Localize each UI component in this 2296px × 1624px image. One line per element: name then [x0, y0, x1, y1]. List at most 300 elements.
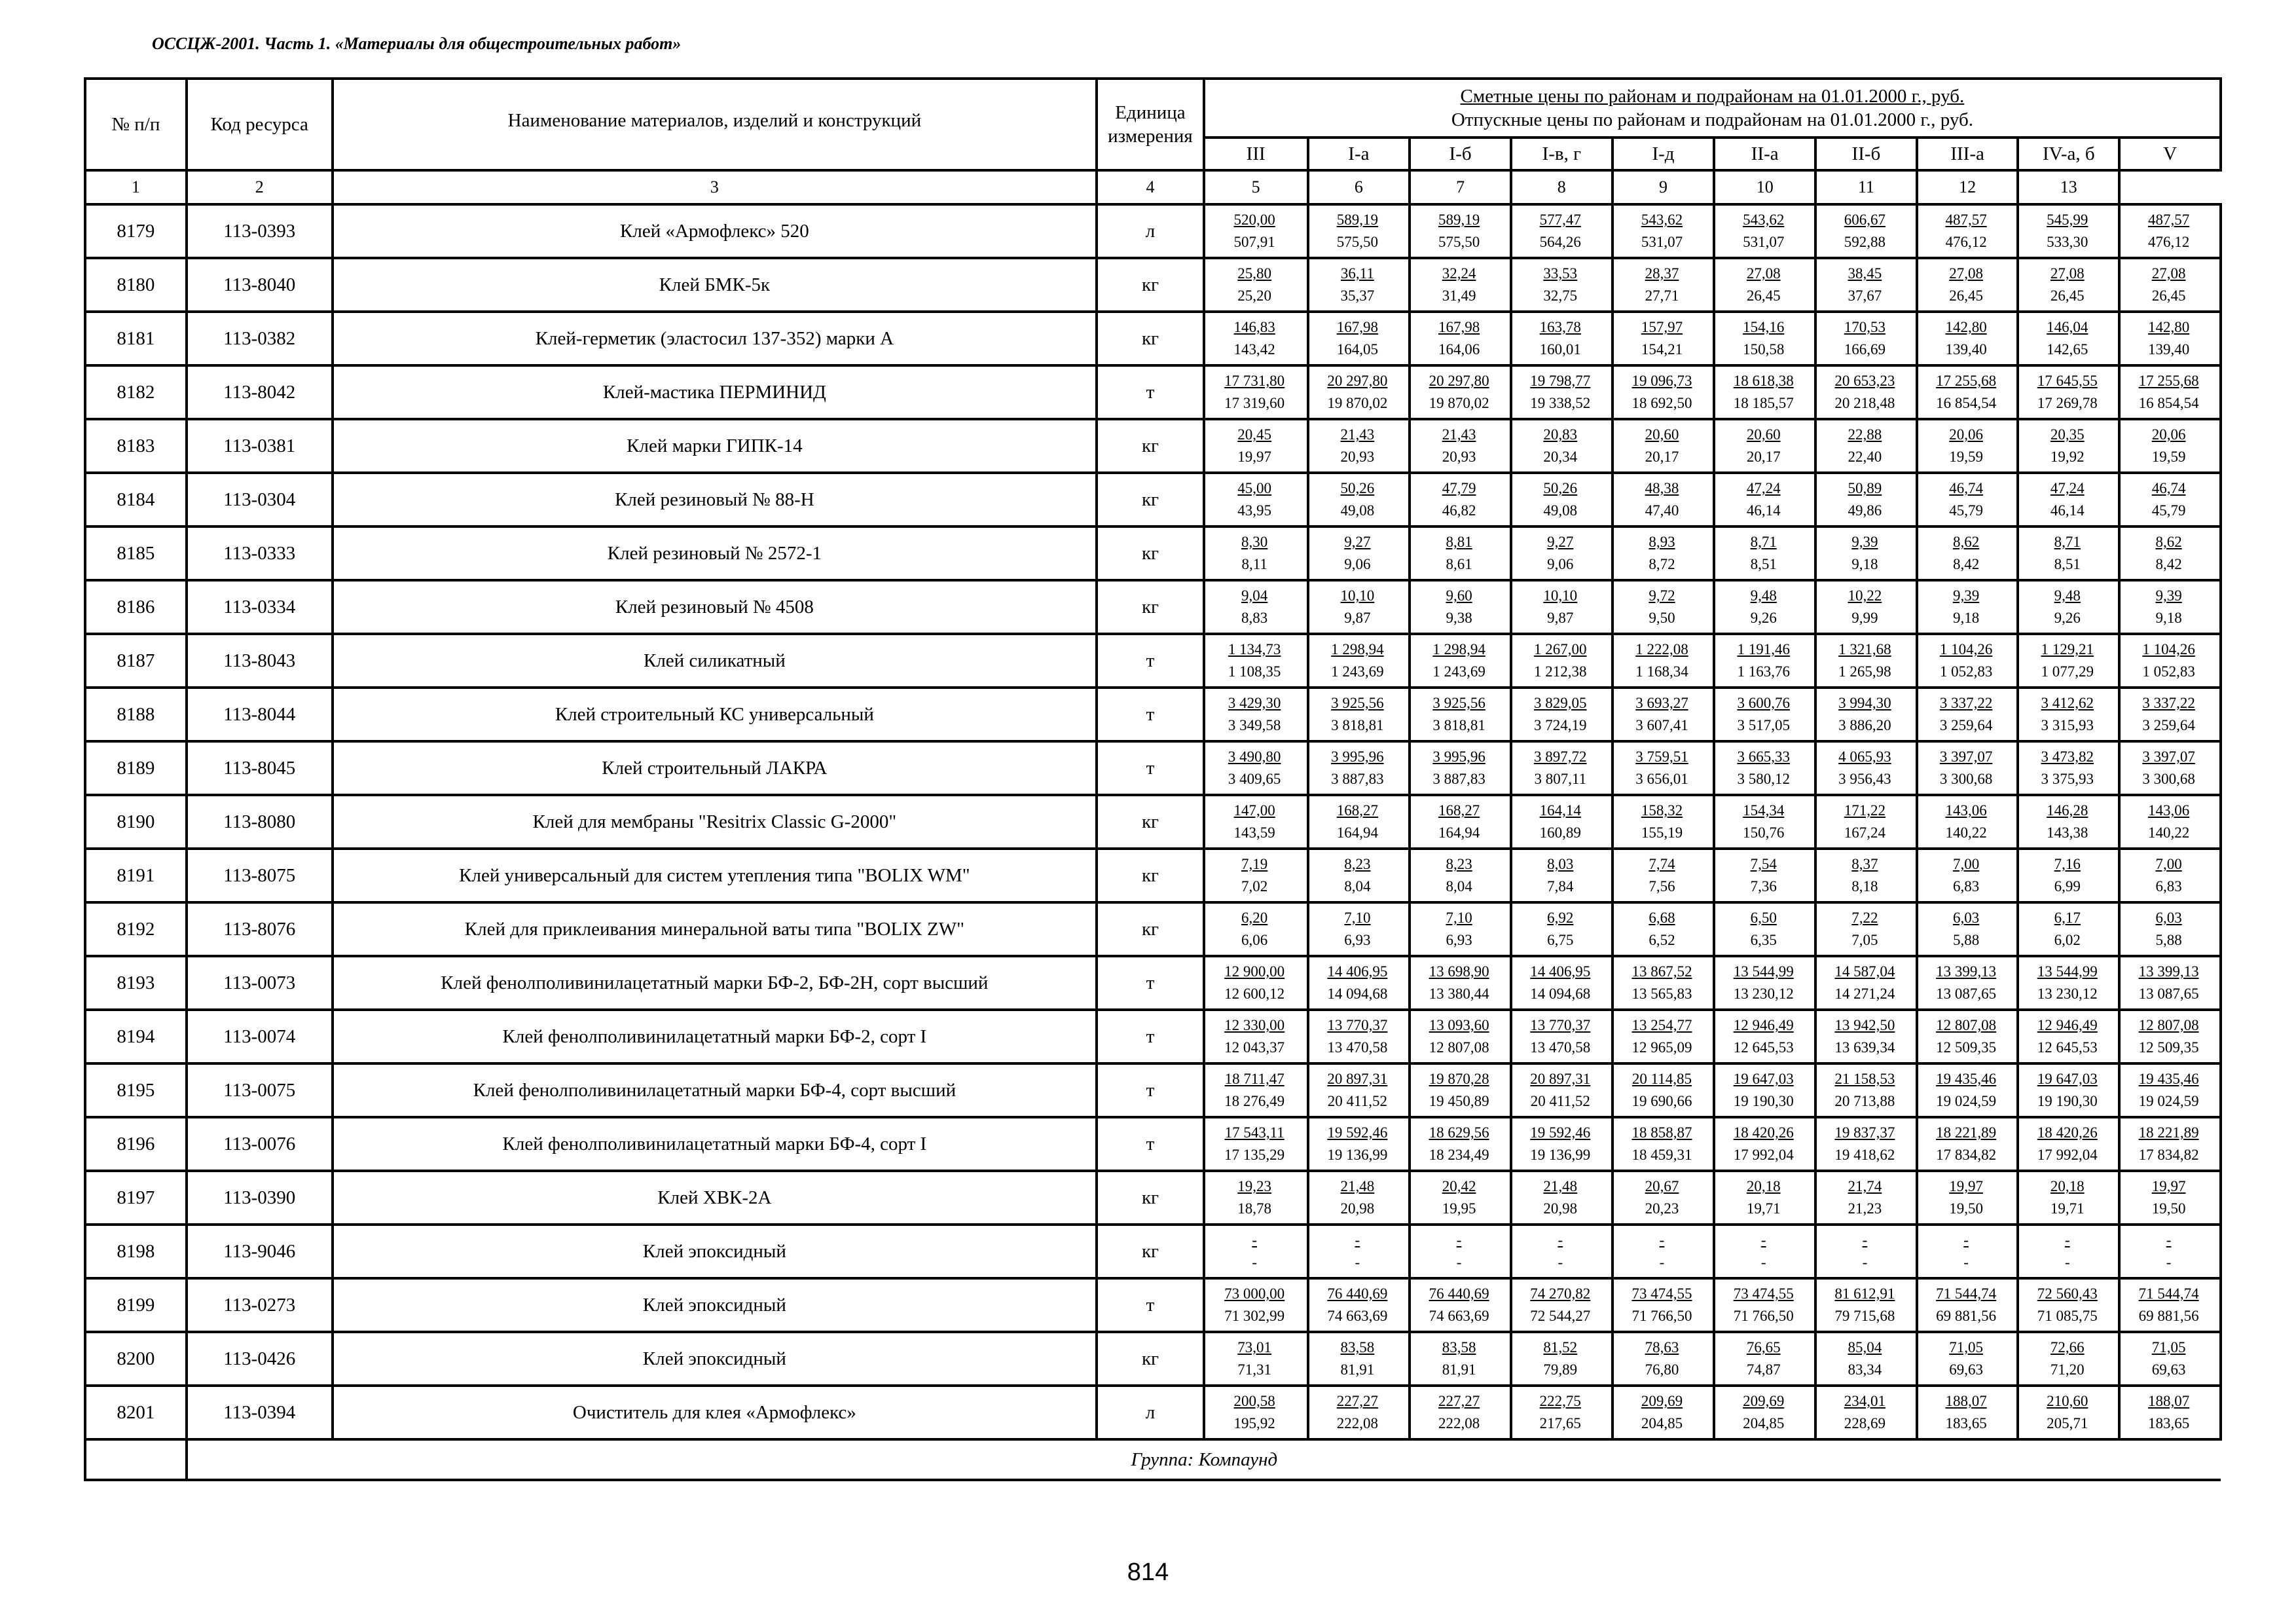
- price-cell: [1308, 473, 1410, 526]
- resource-code: 113-8076: [187, 902, 333, 956]
- price-cell: [1613, 1278, 1715, 1332]
- row-number: 8195: [85, 1063, 187, 1117]
- price-cell: [1917, 634, 2018, 688]
- price-cell: [1815, 1117, 1917, 1171]
- resource-code: 113-0426: [187, 1332, 333, 1386]
- estimate-price: 21,48: [1543, 1178, 1578, 1194]
- release-price: 3 315,93: [2041, 717, 2094, 733]
- estimate-price: 1 267,00: [1534, 641, 1587, 657]
- price-cell: [1204, 688, 1308, 741]
- estimate-price: 143,06: [2147, 802, 2190, 819]
- resource-code: 113-0304: [187, 473, 333, 526]
- price-cell: [2119, 956, 2221, 1010]
- row-number: 8190: [85, 795, 187, 849]
- release-price: 17 319,60: [1224, 395, 1285, 411]
- release-price: 19 450,89: [1429, 1093, 1489, 1109]
- price-cell: [1815, 634, 1917, 688]
- price-cell: [2119, 419, 2221, 473]
- price-cell: [1613, 419, 1715, 473]
- estimate-price: 14 406,95: [1327, 963, 1388, 980]
- release-price: 222,08: [1336, 1415, 1378, 1431]
- column-number: 5: [1204, 170, 1308, 204]
- row-number: 8181: [85, 312, 187, 365]
- estimate-price: 168,27: [1438, 802, 1480, 819]
- price-cell: [1410, 1010, 1511, 1063]
- estimate-price: 27,08: [2151, 265, 2186, 282]
- column-number: 3: [333, 170, 1097, 204]
- price-cell: [2119, 902, 2221, 956]
- estimate-price: 18 618,38: [1733, 373, 1794, 389]
- material-name: Клей фенолполивинилацетатный марки БФ-2, БФ-2Н, сорт высший: [333, 956, 1097, 1010]
- price-cell: [1204, 1063, 1308, 1117]
- price-cell: [1815, 741, 1917, 795]
- price-cell: [2018, 1225, 2119, 1278]
- price-title-release: Отпускные цены по районам и подрайонам на 01.01.2000 г., руб.: [1451, 109, 1973, 130]
- price-cell: [1815, 1171, 1917, 1225]
- price-cell: [1714, 1225, 1815, 1278]
- estimate-price: 143,06: [1945, 802, 1987, 819]
- estimate-price: 85,04: [1848, 1339, 1882, 1356]
- release-price: -: [1355, 1254, 1360, 1270]
- estimate-price: 13 399,13: [1936, 963, 1997, 980]
- release-price: 14 271,24: [1834, 986, 1895, 1002]
- estimate-price: 71,05: [2151, 1339, 2186, 1356]
- estimate-price: 7,54: [1750, 856, 1777, 872]
- release-price: 140,22: [1945, 824, 1987, 841]
- price-cell: [1714, 902, 1815, 956]
- row-number: 8196: [85, 1117, 187, 1171]
- price-cell: [1308, 634, 1410, 688]
- estimate-price: 589,19: [1336, 212, 1378, 228]
- release-price: 3 607,41: [1635, 717, 1688, 733]
- release-price: 69,63: [1949, 1361, 1983, 1378]
- estimate-price: 46,74: [1949, 480, 1983, 496]
- release-price: 45,79: [2151, 502, 2186, 519]
- estimate-price: 589,19: [1438, 212, 1480, 228]
- estimate-price: 73 474,55: [1631, 1285, 1692, 1302]
- price-cell: [1613, 526, 1715, 580]
- resource-code: 113-8075: [187, 849, 333, 902]
- estimate-price: 13 544,99: [1733, 963, 1794, 980]
- estimate-price: 17 543,11: [1224, 1124, 1285, 1141]
- estimate-price: 7,00: [2155, 856, 2182, 872]
- estimate-price: 20,06: [1949, 426, 1983, 443]
- release-price: 143,38: [2047, 824, 2088, 841]
- price-cell: [1815, 204, 1917, 258]
- table-row: [85, 902, 2221, 956]
- estimate-price: 71,05: [1949, 1339, 1983, 1356]
- estimate-price: -: [1659, 1232, 1665, 1248]
- estimate-price: 27,08: [2050, 265, 2085, 282]
- price-cell: [2119, 526, 2221, 580]
- release-price: 8,18: [1851, 878, 1878, 895]
- estimate-price: 8,37: [1851, 856, 1878, 872]
- release-price: 9,38: [1446, 610, 1472, 626]
- price-cell: [1511, 526, 1613, 580]
- estimate-price: 1 134,73: [1228, 641, 1281, 657]
- release-price: 6,93: [1344, 932, 1371, 948]
- release-price: 19 870,02: [1429, 395, 1489, 411]
- price-cell: [1815, 902, 1917, 956]
- release-price: 9,06: [1547, 556, 1574, 572]
- estimate-price: 8,23: [1446, 856, 1472, 872]
- estimate-price: 18 629,56: [1429, 1124, 1489, 1141]
- column-number: 2: [187, 170, 333, 204]
- estimate-price: 1 298,94: [1331, 641, 1384, 657]
- release-price: 71 085,75: [2037, 1308, 2098, 1324]
- release-price: 7,84: [1547, 878, 1574, 895]
- release-price: 164,05: [1336, 341, 1378, 358]
- price-cell: [2018, 1278, 2119, 1332]
- release-price: 17 834,82: [2138, 1147, 2199, 1163]
- release-price: 6,06: [1241, 932, 1268, 948]
- estimate-price: 3 397,07: [2142, 748, 2195, 765]
- release-price: 1 052,83: [2142, 663, 2195, 680]
- table-body: [85, 204, 2221, 1480]
- price-cell: [1917, 473, 2018, 526]
- row-number: 8186: [85, 580, 187, 634]
- estimate-price: 3 473,82: [2041, 748, 2094, 765]
- price-cell: [2018, 741, 2119, 795]
- release-price: -: [1760, 1254, 1766, 1270]
- price-cell: [1714, 1063, 1815, 1117]
- material-name: Клей фенолполивинилацетатный марки БФ-2, сорт I: [333, 1010, 1097, 1063]
- release-price: 6,02: [2054, 932, 2081, 948]
- price-cell: [1815, 1386, 1917, 1439]
- price-cell: [2018, 312, 2119, 365]
- release-price: 9,18: [2155, 610, 2182, 626]
- release-price: 3 818,81: [1331, 717, 1384, 733]
- estimate-price: 20,18: [1746, 1178, 1781, 1194]
- row-number: 8193: [85, 956, 187, 1010]
- release-price: -: [1659, 1254, 1665, 1270]
- estimate-price: 6,03: [1952, 910, 1980, 926]
- estimate-price: -: [1862, 1232, 1868, 1248]
- price-cell: [1917, 1063, 2018, 1117]
- estimate-price: 6,17: [2054, 910, 2081, 926]
- price-cell: [1410, 258, 1511, 312]
- estimate-price: 73 000,00: [1224, 1285, 1285, 1302]
- price-cell: [2018, 1386, 2119, 1439]
- resource-code: 113-0076: [187, 1117, 333, 1171]
- release-price: 74,87: [1746, 1361, 1781, 1378]
- price-cell: [1511, 1225, 1613, 1278]
- release-price: 17 992,04: [1733, 1147, 1794, 1163]
- row-number: 8188: [85, 688, 187, 741]
- estimate-price: 13 698,90: [1429, 963, 1489, 980]
- estimate-price: 209,69: [1641, 1393, 1683, 1409]
- estimate-price: 1 129,21: [2041, 641, 2094, 657]
- estimate-price: 3 412,62: [2041, 695, 2094, 711]
- price-cell: [1308, 1171, 1410, 1225]
- estimate-price: 17 255,68: [1936, 373, 1997, 389]
- price-cell: [2119, 634, 2221, 688]
- estimate-price: 27,08: [1746, 265, 1781, 282]
- price-cell: [1917, 688, 2018, 741]
- estimate-price: 17 731,80: [1224, 373, 1285, 389]
- row-number: 8179: [85, 204, 187, 258]
- material-name: Клей-мастика ПЕРМИНИД: [333, 365, 1097, 419]
- price-cell: [1204, 1332, 1308, 1386]
- price-cell: [2119, 473, 2221, 526]
- release-price: 26,45: [2050, 287, 2085, 304]
- price-cell: [1917, 956, 2018, 1010]
- price-cell: [1613, 1386, 1715, 1439]
- estimate-price: 171,22: [1844, 802, 1886, 819]
- price-cell: [1511, 1010, 1613, 1063]
- estimate-price: 487,57: [2147, 212, 2190, 228]
- estimate-price: 8,81: [1446, 534, 1472, 550]
- release-price: 83,34: [1848, 1361, 1882, 1378]
- release-price: 19,50: [2151, 1200, 2186, 1217]
- price-cell: [1410, 1063, 1511, 1117]
- release-price: 19 418,62: [1834, 1147, 1895, 1163]
- estimate-price: 8,03: [1547, 856, 1574, 872]
- price-cell: [1308, 258, 1410, 312]
- estimate-price: 19 647,03: [2037, 1071, 2098, 1087]
- estimate-price: 3 994,30: [1838, 695, 1891, 711]
- estimate-price: 71 544,74: [2138, 1285, 2199, 1302]
- price-cell: [1511, 258, 1613, 312]
- release-price: 13 470,58: [1327, 1039, 1388, 1056]
- price-cell: [2119, 1332, 2221, 1386]
- estimate-price: 13 254,77: [1631, 1017, 1692, 1033]
- release-price: -: [2064, 1254, 2070, 1270]
- release-price: 3 349,58: [1228, 717, 1281, 733]
- estimate-price: 19 870,28: [1429, 1071, 1489, 1087]
- price-cell: [1815, 473, 1917, 526]
- release-price: 3 886,20: [1838, 717, 1891, 733]
- col-header-np: № п/п: [85, 79, 187, 170]
- release-price: 164,94: [1438, 824, 1480, 841]
- price-cell: [2018, 956, 2119, 1010]
- row-number: 8182: [85, 365, 187, 419]
- release-price: 19,95: [1442, 1200, 1476, 1217]
- release-price: 204,85: [1641, 1415, 1683, 1431]
- release-price: 69 881,56: [1936, 1308, 1997, 1324]
- release-price: 18 459,31: [1631, 1147, 1692, 1163]
- estimate-price: 8,71: [2054, 534, 2081, 550]
- price-cell: [2119, 741, 2221, 795]
- release-price: 1 168,34: [1635, 663, 1688, 680]
- price-cell: [1714, 1171, 1815, 1225]
- release-price: 18 234,49: [1429, 1147, 1489, 1163]
- release-price: 6,93: [1446, 932, 1472, 948]
- release-price: 160,01: [1539, 341, 1581, 358]
- price-cell: [1815, 849, 1917, 902]
- material-name: Клей ХВК-2А: [333, 1171, 1097, 1225]
- release-price: 164,94: [1336, 824, 1378, 841]
- estimate-price: 9,27: [1547, 534, 1574, 550]
- release-price: 12 509,35: [1936, 1039, 1997, 1056]
- unit: кг: [1097, 1332, 1204, 1386]
- estimate-price: 146,04: [2047, 319, 2088, 335]
- price-cell: [2018, 902, 2119, 956]
- release-price: 8,11: [1241, 556, 1267, 572]
- region-header: V: [2119, 138, 2221, 170]
- estimate-price: 20,60: [1746, 426, 1781, 443]
- estimate-price: -: [1558, 1232, 1563, 1248]
- price-cell: [2119, 365, 2221, 419]
- release-price: 17 269,78: [2037, 395, 2098, 411]
- estimate-price: 7,00: [1952, 856, 1980, 872]
- estimate-price: 146,83: [1233, 319, 1275, 335]
- release-price: 1 265,98: [1838, 663, 1891, 680]
- unit: кг: [1097, 1225, 1204, 1278]
- estimate-price: 167,98: [1336, 319, 1378, 335]
- release-price: 13 087,65: [1936, 986, 1997, 1002]
- estimate-price: 20 297,80: [1327, 373, 1388, 389]
- estimate-price: 9,27: [1344, 534, 1371, 550]
- release-price: 19,71: [1746, 1200, 1781, 1217]
- release-price: 26,45: [2151, 287, 2186, 304]
- release-price: 49,08: [1340, 502, 1375, 519]
- price-cell: [2018, 1332, 2119, 1386]
- release-price: 6,35: [1750, 932, 1777, 948]
- price-cell: [2018, 526, 2119, 580]
- estimate-price: 6,92: [1547, 910, 1574, 926]
- estimate-price: 38,45: [1848, 265, 1882, 282]
- estimate-price: 7,22: [1851, 910, 1878, 926]
- price-cell: [1714, 688, 1815, 741]
- release-price: 3 300,68: [2142, 771, 2195, 787]
- estimate-price: 9,48: [2054, 587, 2081, 604]
- col-header-code: Код ресурса: [187, 79, 333, 170]
- price-cell: [1815, 956, 1917, 1010]
- release-price: 17 992,04: [2037, 1147, 2098, 1163]
- estimate-price: -: [1252, 1232, 1257, 1248]
- estimate-price: 21,74: [1848, 1178, 1882, 1194]
- price-cell: [1204, 1117, 1308, 1171]
- estimate-price: 1 321,68: [1838, 641, 1891, 657]
- estimate-price: 147,00: [1233, 802, 1275, 819]
- estimate-price: 17 645,55: [2037, 373, 2098, 389]
- release-price: 564,26: [1539, 234, 1581, 250]
- estimate-price: 18 858,87: [1631, 1124, 1692, 1141]
- estimate-price: 83,58: [1340, 1339, 1375, 1356]
- release-price: 19 690,66: [1631, 1093, 1692, 1109]
- estimate-price: 4 065,93: [1838, 748, 1891, 765]
- release-price: 9,18: [1851, 556, 1878, 572]
- material-name: Клей эпоксидный: [333, 1225, 1097, 1278]
- estimate-price: -: [1963, 1232, 1969, 1248]
- unit: т: [1097, 741, 1204, 795]
- release-price: 13 380,44: [1429, 986, 1489, 1002]
- estimate-price: 222,75: [1539, 1393, 1581, 1409]
- release-price: 164,06: [1438, 341, 1480, 358]
- unit: т: [1097, 1010, 1204, 1063]
- estimate-price: 10,10: [1340, 587, 1375, 604]
- release-price: 19 024,59: [2138, 1093, 2199, 1109]
- price-cell: [1613, 902, 1715, 956]
- estimate-price: 3 995,96: [1432, 748, 1485, 765]
- release-price: 1 212,38: [1534, 663, 1587, 680]
- estimate-price: 227,27: [1336, 1393, 1378, 1409]
- price-cell: [1410, 312, 1511, 365]
- column-number: 12: [1917, 170, 2018, 204]
- release-price: 6,83: [1952, 878, 1980, 895]
- release-price: 8,51: [2054, 556, 2081, 572]
- estimate-price: 19 647,03: [1733, 1071, 1794, 1087]
- release-price: 533,30: [2047, 234, 2088, 250]
- estimate-price: 12 946,49: [1733, 1017, 1794, 1033]
- release-price: 19,59: [2151, 449, 2186, 465]
- release-price: 5,88: [2155, 932, 2182, 948]
- price-cell: [1308, 1332, 1410, 1386]
- price-cell: [1815, 1010, 1917, 1063]
- release-price: -: [1558, 1254, 1563, 1270]
- price-cell: [1511, 473, 1613, 526]
- region-header: III: [1204, 138, 1308, 170]
- price-cell: [1308, 902, 1410, 956]
- estimate-price: 33,53: [1543, 265, 1578, 282]
- price-cell: [1410, 902, 1511, 956]
- material-name: Клей БМК-5к: [333, 258, 1097, 312]
- price-cell: [1714, 526, 1815, 580]
- release-price: 69 881,56: [2138, 1308, 2199, 1324]
- estimate-price: 164,14: [1539, 802, 1581, 819]
- estimate-price: 9,48: [1750, 587, 1777, 604]
- price-cell: [2018, 473, 2119, 526]
- price-cell: [1308, 312, 1410, 365]
- estimate-price: 142,80: [1945, 319, 1987, 335]
- release-price: 7,02: [1241, 878, 1268, 895]
- estimate-price: 72 560,43: [2037, 1285, 2098, 1302]
- unit: кг: [1097, 902, 1204, 956]
- price-cell: [1917, 419, 2018, 473]
- table-row: [85, 204, 2221, 258]
- estimate-price: 8,71: [1750, 534, 1777, 550]
- estimate-price: 14 587,04: [1834, 963, 1895, 980]
- price-cell: [2018, 204, 2119, 258]
- table-row: [85, 1278, 2221, 1332]
- estimate-price: 146,28: [2047, 802, 2088, 819]
- price-cell: [1714, 312, 1815, 365]
- release-price: 17 135,29: [1224, 1147, 1285, 1163]
- estimate-price: 12 807,08: [2138, 1017, 2199, 1033]
- table-row: [85, 580, 2221, 634]
- price-cell: [1204, 204, 1308, 258]
- price-cell: [1613, 956, 1715, 1010]
- estimate-price: 25,80: [1237, 265, 1272, 282]
- row-number: 8180: [85, 258, 187, 312]
- price-cell: [1410, 526, 1511, 580]
- estimate-price: 7,10: [1344, 910, 1371, 926]
- price-cell: [1410, 1386, 1511, 1439]
- estimate-price: 3 397,07: [1939, 748, 1993, 765]
- price-cell: [1714, 580, 1815, 634]
- release-price: 166,69: [1844, 341, 1886, 358]
- estimate-price: 9,04: [1241, 587, 1268, 604]
- release-price: 150,76: [1743, 824, 1785, 841]
- release-price: 204,85: [1743, 1415, 1785, 1431]
- estimate-price: 20,60: [1645, 426, 1679, 443]
- release-price: 217,65: [1539, 1415, 1581, 1431]
- price-cell: [1204, 473, 1308, 526]
- estimate-price: 20,18: [2050, 1178, 2085, 1194]
- estimate-price: 32,24: [1442, 265, 1476, 282]
- estimate-price: 3 600,76: [1737, 695, 1790, 711]
- price-cell: [1204, 365, 1308, 419]
- price-cell: [1204, 419, 1308, 473]
- price-cell: [1815, 1278, 1917, 1332]
- price-cell: [1714, 1332, 1815, 1386]
- price-cell: [1511, 1063, 1613, 1117]
- release-price: 19 024,59: [1936, 1093, 1997, 1109]
- estimate-price: 28,37: [1645, 265, 1679, 282]
- price-cell: [2119, 1386, 2221, 1439]
- region-header: I-б: [1410, 138, 1511, 170]
